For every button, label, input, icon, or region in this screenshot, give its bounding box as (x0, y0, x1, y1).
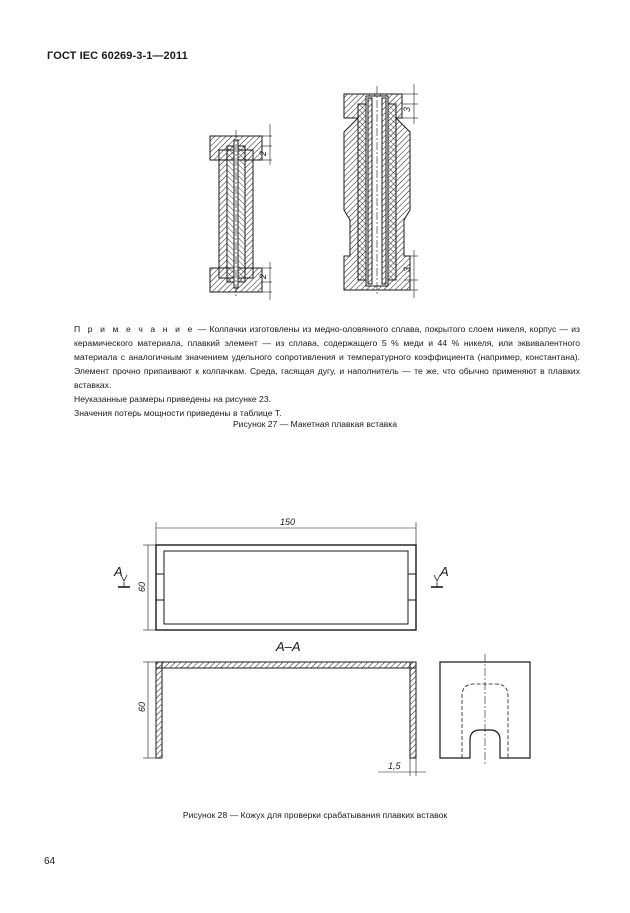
dim-height-top: 60 (137, 581, 147, 592)
dim-small-top: 2 (258, 150, 268, 156)
casing-top-view (118, 522, 443, 630)
note-label: П р и м е ч а н и е (74, 324, 195, 334)
note-line-table-ref: Значения потерь мощности приведены в таблице Т. (74, 408, 282, 418)
figure-27-caption: Рисунок 27 — Макетная плавкая вставка (232, 419, 398, 429)
figure-note (74, 322, 580, 420)
cut-label-right: А (440, 564, 449, 579)
dim-large-top: 3 (402, 106, 412, 112)
casing-section-view (143, 662, 426, 776)
document-header: ГОСТ IEC 60269-3-1—2011 (47, 50, 188, 62)
fuse-drawing-large (344, 84, 418, 298)
casing-end-view (440, 654, 530, 766)
figure-28-caption: Рисунок 28 — Кожух для проверки срабатывания плавких вставок (182, 810, 448, 820)
dim-length: 150 (280, 517, 296, 527)
dim-thickness: 1,5 (388, 761, 401, 771)
fuse-drawing-small (210, 124, 272, 300)
page-number: 64 (44, 856, 56, 867)
dim-small-bottom: 2 (258, 273, 268, 279)
dim-height-section: 60 (137, 701, 147, 712)
note-text: — Колпачки изготовлены из медно-оловянного сплава, покрытого слоем никеля, корпус — из керамического материала, плавкий элемент — из сплава, содержащего 5 % меди и 44 % никеля, или эквивалентного материала с аналогичным значением удельного сопротивления и температурного коэффициента (например, константана). Элемент прочно припаивают к колпачкам. Среда, гасящая дугу, и наполнитель — те же, что обычно применяют в плавких вставках. (74, 324, 580, 390)
note-line-figure-ref: Неуказанные размеры приведены на рисунке 23. (74, 394, 272, 404)
cut-label-left: А (114, 564, 123, 579)
dim-large-bottom: 3 (402, 266, 412, 272)
section-label: А–А (276, 639, 301, 654)
